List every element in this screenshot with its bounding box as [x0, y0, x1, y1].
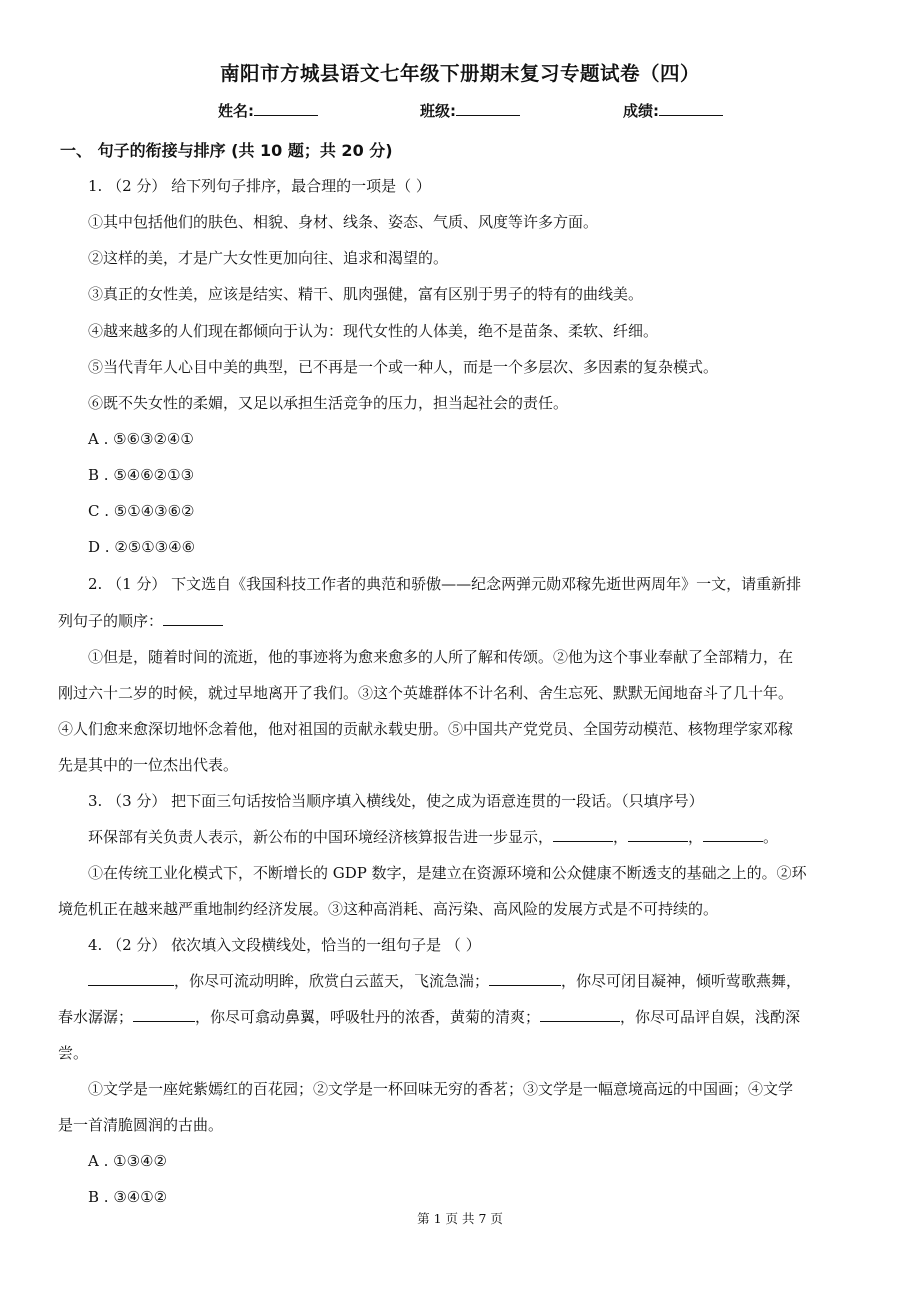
q1-sentence-5: ⑤当代青年人心目中美的典型，已不再是一个或一种人，而是一个多层次、多因素的复杂模式。 [88, 358, 719, 376]
q4-option-a[interactable]: A . ①③④② [88, 1152, 167, 1170]
page-footer: 第 1 页 共 7 页 [417, 1211, 503, 1226]
q4-text-2b: ，你尽可翕动鼻翼，呼吸牡丹的浓香，黄菊的清爽； [195, 1008, 541, 1026]
class-blank[interactable] [456, 101, 520, 116]
q4-text-line3: 尝。 [58, 1044, 89, 1062]
score-field [623, 100, 723, 121]
q2-passage-line3: ④人们愈来愈深切地怀念着他，他对祖国的贡献永载史册。⑤中国共产党党员、全国劳动模范、核物理学家邓稼 [58, 720, 794, 738]
q4-stem: 4. （2 分） 依次填入文段横线处，恰当的一组句子是 （ ） [88, 936, 481, 954]
q1-sentence-2: ②这样的美，才是广大女性更加向往、追求和渴望的。 [88, 249, 449, 267]
q1-sentence-6: ⑥既不失女性的柔媚，又足以承担生活竞争的压力，担当起社会的责任。 [88, 394, 569, 412]
q2-passage-line4: 先是其中的一位杰出代表。 [58, 756, 239, 774]
q4-blank-1[interactable] [88, 971, 174, 986]
q3-blank-2[interactable] [628, 827, 688, 842]
score-label: 成绩: [623, 102, 659, 120]
q1-sentence-4: ④越来越多的人们现在都倾向于认为：现代女性的人体美，绝不是苗条、柔软、纤细。 [88, 322, 659, 340]
q4-text-1b: ，你尽可闭目凝神，倾听莺歌燕舞， [561, 972, 802, 990]
q3-stem: 3. （3 分） 把下面三句话按恰当顺序填入横线处，使之成为语意连贯的一段话。（只填序号） [88, 792, 704, 810]
q4-options-line1: ①文学是一座姹紫嫣红的百花园；②文学是一杯回味无穷的香茗；③文学是一幅意境高远的中国画；④文学 [88, 1080, 794, 1098]
q4-options-line2: 是一首清脆圆润的古曲。 [58, 1116, 224, 1134]
document-title: 南阳市方城县语文七年级下册期末复习专题试卷（四） [219, 62, 700, 85]
q4-text-2c: ，你尽可品评自娱，浅酌深 [620, 1008, 801, 1026]
q3-comma-1: ， [613, 828, 629, 846]
name-field [218, 100, 318, 121]
q3-period: 。 [763, 828, 779, 846]
q4-blank-4[interactable] [540, 1007, 620, 1022]
q2-passage-line1: ①但是，随着时间的流逝，他的事迹将为愈来愈多的人所了解和传颂。②他为这个事业奉献了全部精力，在 [88, 648, 794, 666]
q4-text-line2 [58, 1006, 800, 1027]
q4-text-2a: 春水潺潺； [58, 1008, 134, 1026]
q3-options-line2: 境危机正在越来越严重地制约经济发展。③这种高消耗、高污染、高风险的发展方式是不可持续的。 [58, 900, 719, 918]
q4-blank-3[interactable] [133, 1007, 195, 1022]
q1-option-a[interactable]: A . ⑤⑥③②④① [88, 430, 194, 448]
name-blank[interactable] [254, 101, 318, 116]
q3-fill-line [88, 826, 778, 847]
q1-stem: 1. （2 分） 给下列句子排序，最合理的一项是（ ） [88, 177, 431, 195]
q3-blank-3[interactable] [703, 827, 763, 842]
name-label: 姓名: [218, 102, 254, 120]
q1-sentence-3: ③真正的女性美，应该是结实、精干、肌肉强健，富有区别于男子的特有的曲线美。 [88, 285, 644, 303]
q3-comma-2: ， [688, 828, 704, 846]
q4-blank-2[interactable] [489, 971, 561, 986]
q4-option-b[interactable]: B . ③④①② [88, 1188, 168, 1206]
q3-fill-text: 环保部有关负责人表示，新公布的中国环境经济核算报告进一步显示， [88, 828, 554, 846]
q4-text-1a: ，你尽可流动明眸，欣赏白云蓝天，飞流急湍； [174, 972, 490, 990]
q2-stem-text: 列句子的顺序： [58, 612, 164, 630]
q1-option-c[interactable]: C . ⑤①④③⑥② [88, 502, 195, 520]
q4-text-line1 [88, 970, 801, 991]
q2-stem-line2 [58, 610, 223, 631]
section-heading: 一、 句子的衔接与排序 (共 10 题；共 20 分) [60, 141, 393, 160]
q1-option-b[interactable]: B . ⑤④⑥②①③ [88, 466, 195, 484]
q3-blank-1[interactable] [553, 827, 613, 842]
class-field [420, 100, 520, 121]
q2-answer-blank[interactable] [163, 611, 223, 626]
q2-stem-line1: 2. （1 分） 下文选自《我国科技工作者的典范和骄傲——纪念两弹元勋邓稼先逝世两周年》一文，请重新排 [88, 575, 802, 593]
q1-option-d[interactable]: D . ②⑤①③④⑥ [88, 538, 196, 556]
q1-sentence-1: ①其中包括他们的肤色、相貌、身材、线条、姿态、气质、风度等许多方面。 [88, 213, 599, 231]
q3-options-line1: ①在传统工业化模式下，不断增长的 GDP 数字，是建立在资源环境和公众健康不断透支的基础之上的。②环 [88, 864, 807, 882]
score-blank[interactable] [659, 101, 723, 116]
q2-passage-line2: 刚过六十二岁的时候，就过早地离开了我们。③这个英雄群体不计名利、舍生忘死、默默无闻地奋斗了几十年。 [58, 684, 794, 702]
class-label: 班级: [420, 102, 456, 120]
